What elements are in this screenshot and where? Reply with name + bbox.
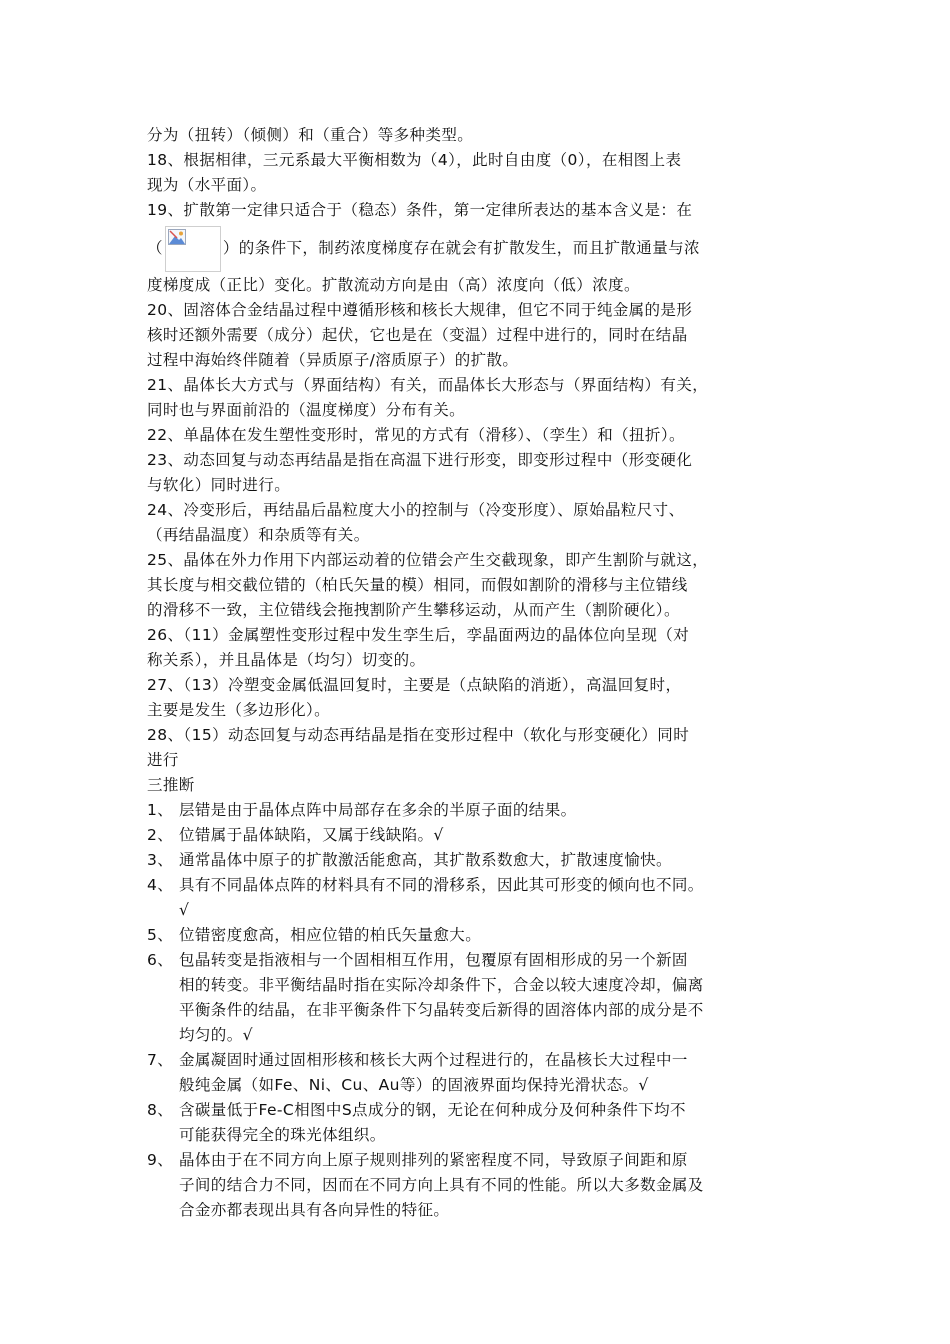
item-text: 通常晶体中原子的扩散激活能愈高，其扩散系数愈大，扩散速度愉快。 bbox=[179, 851, 672, 869]
judge-item-first-line bbox=[147, 798, 817, 823]
item-text: 可能获得完全的珠光体组织。 bbox=[179, 1126, 386, 1144]
item-text: 合金亦都表现出具有各向异性的特征。 bbox=[179, 1201, 450, 1219]
text-line: 18、根据相律，三元系最大平衡相数为（4），此时自由度（0），在相图上表 bbox=[147, 151, 682, 169]
judge-item-first-line bbox=[147, 1148, 817, 1173]
text-line: 过程中海始终伴随着（异质原子/溶质原子）的扩散。 bbox=[147, 351, 519, 369]
item-text: 般纯金属（如Fe、Ni、Cu、Au等）的固液界面均保持光滑状态。√ bbox=[179, 1076, 649, 1094]
text-line: 进行 bbox=[147, 751, 179, 769]
item-number: 6、 bbox=[147, 951, 174, 969]
text-line: 21、晶体长大方式与（界面结构）有关，而晶体长大形态与（界面结构）有关， bbox=[147, 376, 709, 394]
text-line: 与软化）同时进行。 bbox=[147, 476, 291, 494]
judge-item-continuation bbox=[147, 1198, 817, 1223]
item-number: 5、 bbox=[147, 926, 174, 944]
judge-item bbox=[147, 848, 817, 873]
judge-item bbox=[147, 948, 817, 1048]
text-line: 26、（11）金属塑性变形过程中发生孪生后，孪晶面两边的晶体位向呈现（对 bbox=[147, 626, 690, 644]
judge-item bbox=[147, 1048, 817, 1098]
text-line: 分为（扭转）（倾侧）和（重合）等多种类型。 bbox=[147, 126, 474, 144]
broken-image-icon bbox=[165, 226, 221, 272]
judge-item-continuation bbox=[147, 1023, 817, 1048]
judge-item-continuation bbox=[147, 1173, 817, 1198]
text-line: 其长度与相交截位错的（柏氏矢量的模）相同，而假如割阶的滑移与主位错线 bbox=[147, 576, 688, 594]
judge-item-first-line bbox=[147, 1048, 817, 1073]
item-text: 位错密度愈高，相应位错的柏氏矢量愈大。 bbox=[179, 926, 482, 944]
item-text: 金属凝固时通过固相形核和核长大两个过程进行的，在晶核长大过程中一 bbox=[179, 1051, 688, 1069]
judge-item bbox=[147, 1098, 817, 1148]
item-text: 层错是由于晶体点阵中局部存在多余的半原子面的结果。 bbox=[179, 801, 577, 819]
section-title: 三推断 bbox=[147, 776, 195, 794]
judge-item bbox=[147, 923, 817, 948]
item-text: 位错属于晶体缺陷，又属于线缺陷。√ bbox=[179, 826, 444, 844]
text-line: 22、单晶体在发生塑性变形时，常见的方式有（滑移）、（孪生）和（扭折）。 bbox=[147, 426, 685, 444]
judge-item-first-line bbox=[147, 1098, 817, 1123]
item-number: 8、 bbox=[147, 1101, 174, 1119]
text-line: 23、动态回复与动态再结晶是指在高温下进行形变，即变形过程中（形变硬化 bbox=[147, 451, 693, 469]
text-line: 称关系），并且晶体是（均匀）切变的。 bbox=[147, 651, 426, 669]
item-text: 相的转变。非平衡结晶时指在实际冷却条件下，合金以较大速度冷却，偏离 bbox=[179, 976, 704, 994]
text-line: 28、（15）动态回复与动态再结晶是指在变形过程中（软化与形变硬化）同时 bbox=[147, 726, 690, 744]
text-line: 19、扩散第一定律只适合于（稳态）条件，第一定律所表达的基本含义是：在 bbox=[147, 201, 693, 219]
judge-item-continuation bbox=[147, 898, 817, 923]
judge-item-continuation bbox=[147, 998, 817, 1023]
text-line: 同时也与界面前沿的（温度梯度）分布有关。 bbox=[147, 401, 466, 419]
text-line: 24、冷变形后，再结晶后晶粒度大小的控制与（冷变形度）、原始晶粒尺寸、 bbox=[147, 501, 685, 519]
text-line: 25、晶体在外力作用下内部运动着的位错会产生交截现象，即产生割阶与就这， bbox=[147, 551, 709, 569]
item-number: 7、 bbox=[147, 1051, 174, 1069]
item-text: 均匀的。√ bbox=[179, 1026, 253, 1044]
judge-item-continuation bbox=[147, 1073, 817, 1098]
item-text: √ bbox=[179, 901, 190, 919]
text-fragment: ）的条件下，制药浓度梯度存在就会有扩散发生，而且扩散通量与浓 bbox=[222, 239, 700, 257]
text-line: 度梯度成（正比）变化。扩散流动方向是由（高）浓度向（低）浓度。 bbox=[147, 276, 640, 294]
item-text: 平衡条件的结晶，在非平衡条件下匀晶转变后新得的固溶体内部的成分是不 bbox=[179, 1001, 704, 1019]
item-number: 2、 bbox=[147, 826, 174, 844]
item-number: 1、 bbox=[147, 801, 174, 819]
text-line: 现为（水平面）。 bbox=[147, 176, 267, 194]
text-line: 主要是发生（多边形化）。 bbox=[147, 701, 331, 719]
item-number: 9、 bbox=[147, 1151, 174, 1169]
item-text: 具有不同晶体点阵的材料具有不同的滑移系，因此其可形变的倾向也不同。 bbox=[179, 876, 704, 894]
judge-item-continuation bbox=[147, 973, 817, 998]
judge-item-first-line bbox=[147, 823, 817, 848]
item-text: 子间的结合力不同，因而在不同方向上具有不同的性能。所以大多数金属及 bbox=[179, 1176, 704, 1194]
text-fragment: （ bbox=[147, 239, 163, 257]
judge-item-first-line bbox=[147, 848, 817, 873]
item-number: 4、 bbox=[147, 876, 174, 894]
item-number: 3、 bbox=[147, 851, 174, 869]
text-line: （再结晶温度）和杂质等有关。 bbox=[147, 526, 370, 544]
text-line-with-image bbox=[147, 223, 817, 273]
item-text: 包晶转变是指液相与一个固相相互作用，包覆原有固相形成的另一个新固 bbox=[179, 951, 688, 969]
judge-item bbox=[147, 823, 817, 848]
item-text: 晶体由于在不同方向上原子规则排列的紧密程度不同，导致原子间距和原 bbox=[179, 1151, 688, 1169]
document-page bbox=[147, 123, 817, 1223]
judge-item bbox=[147, 798, 817, 823]
item-text: 含碳量低于Fe-C相图中S点成分的钢，无论在何种成分及何种条件下均不 bbox=[179, 1101, 686, 1119]
judge-item bbox=[147, 1148, 817, 1223]
judge-item-first-line bbox=[147, 873, 817, 898]
text-line: 27、（13）冷塑变金属低温回复时，主要是（点缺陷的消逝），高温回复时， bbox=[147, 676, 682, 694]
judge-item-continuation bbox=[147, 1123, 817, 1148]
text-line: 核时还额外需要（成分）起伏，它也是在（变温）过程中进行的，同时在结晶 bbox=[147, 326, 688, 344]
text-line: 20、固溶体合金结晶过程中遵循形核和核长大规律，但它不同于纯金属的是形 bbox=[147, 301, 693, 319]
text-line: 的滑移不一致，主位错线会拖拽割阶产生攀移运动，从而产生（割阶硬化）。 bbox=[147, 601, 680, 619]
judge-list bbox=[147, 798, 817, 1223]
judge-item-first-line bbox=[147, 923, 817, 948]
judge-item bbox=[147, 873, 817, 923]
judge-item-first-line bbox=[147, 948, 817, 973]
